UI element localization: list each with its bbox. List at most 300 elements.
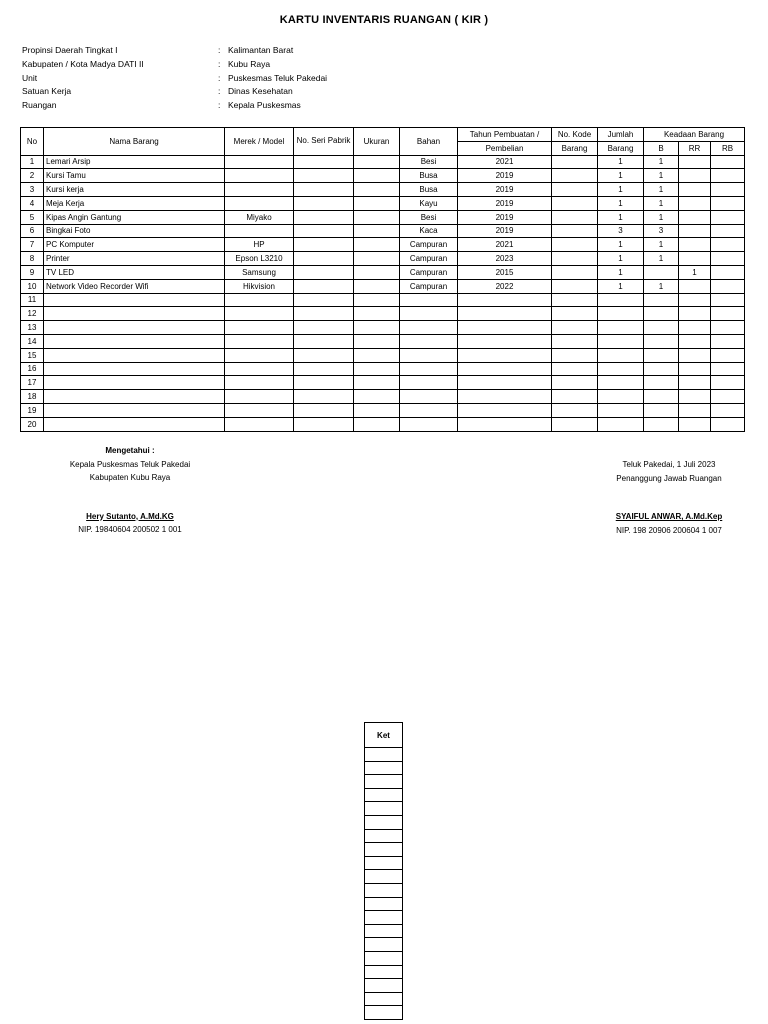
cell-jumlah: 3 [598,224,644,238]
cell-ukuran [354,183,400,197]
cell-tahun [458,390,552,404]
ket-cell [365,815,403,829]
cell-no: 3 [21,183,44,197]
col-header-jumlah-bottom: Barang [598,141,644,155]
cell-tahun: 2022 [458,279,552,293]
cell-bahan [400,417,458,431]
ket-row [365,979,403,993]
ket-cell [365,870,403,884]
cell-bahan: Busa [400,169,458,183]
ket-row [365,883,403,897]
cell-tahun [458,348,552,362]
cell-no: 16 [21,362,44,376]
info-separator: : [218,58,221,69]
cell-bahan [400,321,458,335]
ket-cell [365,938,403,952]
cell-merek [225,321,294,335]
cell-rb [711,348,745,362]
cell-tahun [458,321,552,335]
cell-b [644,390,679,404]
cell-merek [225,183,294,197]
cell-tahun: 2019 [458,210,552,224]
cell-rb [711,321,745,335]
ket-table [364,722,403,1020]
ket-row [365,843,403,857]
cell-rr [679,348,711,362]
cell-nama: Kursi Tamu [44,169,225,183]
cell-rb [711,169,745,183]
info-separator: : [218,100,221,111]
info-value: Kubu Raya [228,58,271,69]
cell-no: 18 [21,390,44,404]
ket-row [365,870,403,884]
cell-rb [711,293,745,307]
cell-tahun [458,403,552,417]
cell-tahun: 2021 [458,155,552,169]
cell-seri [294,224,354,238]
cell-b [644,348,679,362]
col-header-seri: No. Seri Pabrik [294,128,354,156]
cell-jumlah: 1 [598,196,644,210]
info-value: Puskesmas Teluk Pakedai [228,72,328,83]
cell-tahun: 2019 [458,224,552,238]
cell-no: 8 [21,252,44,266]
cell-rb [711,238,745,252]
cell-kode [552,307,598,321]
cell-nama [44,334,225,348]
cell-nama: Bingkai Foto [44,224,225,238]
ket-cell [365,1006,403,1020]
cell-ukuran [354,196,400,210]
cell-b [644,362,679,376]
table-row [21,169,745,183]
cell-bahan [400,348,458,362]
info-row [22,86,327,100]
sig-left-name: Hery Sutanto, A.Md.KG [86,511,174,521]
ket-cell [365,843,403,857]
cell-merek: Miyako [225,210,294,224]
cell-ukuran [354,279,400,293]
cell-seri [294,293,354,307]
sig-left-line1: Mengetahui : [105,446,155,455]
cell-kode [552,265,598,279]
cell-jumlah [598,403,644,417]
sig-left-line3: Kabupaten Kubu Raya [89,473,171,482]
table-row [21,265,745,279]
cell-rr [679,417,711,431]
table-row [21,279,745,293]
col-header-kode-bottom: Barang [552,141,598,155]
sig-right-line1: Teluk Pakedai, 1 Juli 2023 [622,460,716,469]
cell-jumlah: 1 [598,183,644,197]
cell-rr [679,155,711,169]
cell-rr [679,279,711,293]
cell-seri [294,265,354,279]
cell-jumlah: 1 [598,238,644,252]
cell-no: 10 [21,279,44,293]
info-value: Dinas Kesehatan [228,86,293,97]
cell-ukuran [354,293,400,307]
cell-rr [679,169,711,183]
cell-kode [552,210,598,224]
cell-kode [552,417,598,431]
cell-rr [679,224,711,238]
cell-nama: Network Video Recorder Wifi [44,279,225,293]
table-row [21,417,745,431]
signature-left [40,446,220,539]
table-row [21,334,745,348]
document-title: KARTU INVENTARIS RUANGAN ( KIR ) [279,14,489,26]
table-row [21,252,745,266]
cell-bahan: Campuran [400,265,458,279]
cell-rb [711,376,745,390]
cell-nama: Kursi kerja [44,183,225,197]
cell-merek: Samsung [225,265,294,279]
cell-jumlah [598,293,644,307]
table-row [21,390,745,404]
cell-seri [294,169,354,183]
table-row [21,321,745,335]
table-row [21,196,745,210]
cell-kode [552,252,598,266]
cell-merek [225,348,294,362]
cell-no: 17 [21,376,44,390]
cell-kode [552,348,598,362]
cell-kode [552,334,598,348]
cell-jumlah: 1 [598,252,644,266]
table-row [21,238,745,252]
cell-b [644,265,679,279]
info-block [22,45,327,114]
cell-jumlah: 1 [598,279,644,293]
cell-ukuran [354,155,400,169]
ket-row [365,992,403,1006]
col-header-merek: Merek / Model [225,128,294,156]
cell-rr [679,210,711,224]
cell-rb [711,307,745,321]
sig-left-nip: NIP. 19840604 200502 1 001 [78,525,182,534]
cell-rb [711,210,745,224]
ket-cell [365,992,403,1006]
signature-right [588,460,750,539]
cell-ukuran [354,265,400,279]
info-label: Unit [22,72,38,83]
info-separator: : [218,45,221,55]
cell-rb [711,417,745,431]
cell-b [644,403,679,417]
cell-nama: Lemari Arsip [44,155,225,169]
ket-cell [365,979,403,993]
info-row [22,73,327,87]
ket-row [365,829,403,843]
cell-bahan [400,376,458,390]
col-header-nama: Nama Barang [44,128,225,156]
cell-no: 20 [21,417,44,431]
cell-kode [552,169,598,183]
ket-cell [365,883,403,897]
cell-jumlah [598,348,644,362]
col-header-rb: RB [711,141,745,155]
cell-nama [44,362,225,376]
ket-cell [365,802,403,816]
cell-no: 6 [21,224,44,238]
cell-rr [679,293,711,307]
ket-cell [365,761,403,775]
cell-seri [294,403,354,417]
cell-bahan: Campuran [400,238,458,252]
cell-merek [225,376,294,390]
cell-ukuran [354,307,400,321]
cell-jumlah [598,307,644,321]
cell-tahun [458,293,552,307]
cell-merek [225,334,294,348]
cell-rr [679,403,711,417]
cell-no: 14 [21,334,44,348]
cell-rb [711,183,745,197]
cell-merek [225,196,294,210]
ket-cell [365,856,403,870]
cell-rr [679,390,711,404]
cell-b [644,417,679,431]
cell-kode [552,279,598,293]
cell-merek [225,293,294,307]
table-row [21,307,745,321]
cell-seri [294,362,354,376]
info-label: Satuan Kerja [22,86,72,97]
cell-rb [711,279,745,293]
ket-cell [365,788,403,802]
col-header-rr: RR [679,141,711,155]
cell-nama: Meja Kerja [44,196,225,210]
cell-bahan [400,307,458,321]
info-value: Kepala Puskesmas [228,100,301,111]
cell-nama: TV LED [44,265,225,279]
ket-row [365,788,403,802]
cell-bahan [400,362,458,376]
col-header-keadaan: Keadaan Barang [644,128,745,142]
cell-jumlah [598,334,644,348]
cell-no: 19 [21,403,44,417]
cell-b: 1 [644,238,679,252]
cell-merek [225,362,294,376]
cell-no: 9 [21,265,44,279]
cell-ukuran [354,238,400,252]
cell-b: 1 [644,210,679,224]
cell-kode [552,155,598,169]
cell-b: 1 [644,279,679,293]
table-row [21,348,745,362]
cell-rb [711,224,745,238]
cell-tahun [458,362,552,376]
ket-row [365,1006,403,1020]
cell-rr [679,183,711,197]
ket-row [365,938,403,952]
cell-nama: Printer [44,252,225,266]
info-value: Kalimantan Barat [228,45,294,55]
cell-rb [711,265,745,279]
cell-merek [225,417,294,431]
cell-rb [711,196,745,210]
cell-rr [679,321,711,335]
cell-seri [294,307,354,321]
cell-nama: Kipas Angin Gantung [44,210,225,224]
cell-seri [294,348,354,362]
cell-ukuran [354,403,400,417]
cell-nama: PC Komputer [44,238,225,252]
cell-no: 4 [21,196,44,210]
col-header-tahun-top: Tahun Pembuatan / [458,128,552,142]
cell-tahun [458,417,552,431]
ket-row [365,965,403,979]
cell-tahun: 2019 [458,183,552,197]
cell-tahun: 2021 [458,238,552,252]
cell-no: 7 [21,238,44,252]
cell-kode [552,238,598,252]
cell-seri [294,334,354,348]
cell-merek [225,224,294,238]
cell-rb [711,403,745,417]
sig-right-name: SYAIFUL ANWAR, A.Md.Kep [615,512,723,521]
ket-cell [365,829,403,843]
cell-bahan [400,390,458,404]
cell-b: 3 [644,224,679,238]
ket-row [365,924,403,938]
cell-ukuran [354,334,400,348]
cell-rr [679,334,711,348]
cell-kode [552,293,598,307]
cell-seri [294,417,354,431]
ket-cell [365,748,403,762]
cell-no: 5 [21,210,44,224]
cell-merek [225,169,294,183]
cell-no: 13 [21,321,44,335]
cell-b [644,321,679,335]
cell-tahun: 2019 [458,169,552,183]
table-row [21,376,745,390]
ket-cell [365,775,403,789]
cell-rr [679,376,711,390]
cell-bahan: Kaca [400,224,458,238]
ket-row [365,951,403,965]
cell-ukuran [354,417,400,431]
cell-b: 1 [644,155,679,169]
table-row [21,403,745,417]
table-row [21,155,745,169]
cell-jumlah [598,376,644,390]
sig-left-line2: Kepala Puskesmas Teluk Pakedai [69,459,191,469]
cell-b [644,334,679,348]
cell-ukuran [354,362,400,376]
col-header-b: B [644,141,679,155]
table-row [21,224,745,238]
cell-rr [679,252,711,266]
cell-merek [225,307,294,321]
cell-bahan [400,293,458,307]
cell-seri [294,183,354,197]
cell-nama [44,307,225,321]
cell-rr [679,362,711,376]
cell-bahan: Busa [400,183,458,197]
ket-row [365,815,403,829]
cell-bahan: Kayu [400,196,458,210]
cell-nama [44,321,225,335]
cell-nama [44,376,225,390]
cell-kode [552,403,598,417]
ket-row [365,775,403,789]
ket-row [365,802,403,816]
cell-nama [44,293,225,307]
cell-jumlah: 1 [598,265,644,279]
info-row [22,100,327,114]
sig-right-line2: Penanggung Jawab Ruangan [616,473,722,483]
cell-ukuran [354,210,400,224]
inventory-table [20,127,745,432]
cell-merek [225,390,294,404]
cell-rb [711,334,745,348]
ket-cell [365,911,403,925]
cell-kode [552,224,598,238]
cell-rr [679,307,711,321]
col-header-bahan: Bahan [400,128,458,156]
table-row [21,210,745,224]
info-label: Kabupaten / Kota Madya DATI II [22,58,144,69]
cell-b [644,293,679,307]
ket-row [365,856,403,870]
ket-cell [365,965,403,979]
ket-row [365,761,403,775]
cell-kode [552,390,598,404]
info-separator: : [218,72,221,83]
cell-tahun [458,307,552,321]
cell-kode [552,196,598,210]
col-header-tahun-bottom: Pembelian [458,141,552,155]
cell-ukuran [354,390,400,404]
cell-no: 15 [21,348,44,362]
cell-ukuran [354,169,400,183]
cell-rr [679,238,711,252]
cell-b [644,376,679,390]
cell-no: 1 [21,155,44,169]
cell-rb [711,362,745,376]
table-row [21,183,745,197]
info-label: Ruangan [22,100,57,111]
info-separator: : [218,86,221,97]
cell-b: 1 [644,196,679,210]
cell-tahun: 2019 [458,196,552,210]
cell-merek [225,403,294,417]
cell-tahun [458,376,552,390]
cell-no: 12 [21,307,44,321]
table-row [21,293,745,307]
cell-jumlah [598,362,644,376]
info-label: Propinsi Daerah Tingkat I [22,45,118,55]
cell-bahan: Besi [400,210,458,224]
cell-no: 11 [21,293,44,307]
cell-b: 1 [644,252,679,266]
cell-b: 1 [644,183,679,197]
cell-jumlah: 1 [598,169,644,183]
cell-seri [294,376,354,390]
cell-kode [552,362,598,376]
cell-rr [679,196,711,210]
cell-bahan: Campuran [400,279,458,293]
cell-jumlah [598,417,644,431]
cell-tahun: 2023 [458,252,552,266]
cell-kode [552,376,598,390]
cell-seri [294,210,354,224]
cell-seri [294,321,354,335]
cell-bahan [400,403,458,417]
